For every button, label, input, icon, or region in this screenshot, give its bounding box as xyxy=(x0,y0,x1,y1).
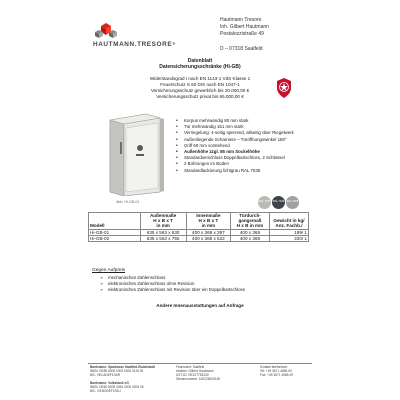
spec-table xyxy=(88,212,309,242)
cell-tuer: 400 x 368 xyxy=(231,235,270,241)
feature-item: • Außenhöhe zzgl. 85 mm Sockelhöhe xyxy=(174,149,294,155)
col-header-gewicht: Gewicht in kg/ Anz. Fachb./ xyxy=(269,213,308,230)
feature-item: • 2 Bohrungen im Boden xyxy=(174,161,294,167)
feature-item: • Tür mehrwandig 151 mm stark xyxy=(174,124,294,130)
image-caption: Abb. Hi-GB-01 xyxy=(116,200,140,204)
title-line-1: Datenblatt xyxy=(187,58,213,64)
col-header-tuer: Türdurch- gangsmaß H x B in mm xyxy=(231,213,270,230)
footer-tax-info xyxy=(176,365,220,381)
footer-contact-info xyxy=(260,365,293,377)
title-line-2: Datensicherungsschränke (Hi-GB) xyxy=(159,64,241,71)
footer-fax: Fax: +49 3671 4565-09 xyxy=(260,373,294,377)
other-configurations-note: Andere Innenausstattungen auf Anfrage xyxy=(156,303,244,308)
cell-innen: 400 x 368 x 522 xyxy=(186,235,230,241)
feature-item: • Griff 60 mm vorstehend xyxy=(174,143,294,149)
col-header-aussen: Außenmaße H x B x T in mm xyxy=(140,213,186,230)
footer-inhaber: Inhaber: Gilbert Hautmann xyxy=(176,369,214,373)
cell-tuer: 400 x 368 xyxy=(231,229,270,235)
cell-aussen: 635 x 563 x 755 xyxy=(140,235,186,241)
company-logo xyxy=(93,41,176,48)
feature-item: • Verriegelung: 4-seitig sperrend, allseitig über Riegelwerk xyxy=(174,130,294,136)
feature-list xyxy=(174,118,294,174)
footer-bank1-iban: IBAN: DE85 8305 0303 0000 0116 90 xyxy=(90,369,144,373)
footer-contact-label: Kontakt telefonisch: xyxy=(260,365,288,369)
footer-bank2-name: Bankname: Volksbank eG xyxy=(90,381,129,385)
safe-product-image xyxy=(106,112,164,196)
cell-gewicht: 220/ 1 xyxy=(269,235,308,241)
extras-heading: Gegen Aufpreis xyxy=(92,268,126,273)
logo-trademark: ® xyxy=(172,41,176,46)
cell-aussen: 635 x 563 x 630 xyxy=(140,229,186,235)
feature-item: • Außenliegende Scharniere – Türöffnungswinkel 180° xyxy=(174,137,294,143)
footer-divider xyxy=(88,363,312,364)
address-line-2: Inh. Gilbert Hautmann xyxy=(220,24,269,31)
color-swatch-label: RAL 7035 xyxy=(258,200,271,203)
rating-line-1: Widerstandsgrad I nach EN 1143-1 VdS Klasse 1 xyxy=(149,76,251,81)
rating-line-4: Versicherungsschutz privat bis 65.000,00 € xyxy=(156,94,244,99)
document-title xyxy=(0,58,400,70)
cell-modell: Hi-GB-02 xyxy=(89,235,141,241)
footer-bank1-bic: BIC: HELADEF1SAR xyxy=(90,373,121,377)
address-line-1: Hautmann Tresore xyxy=(220,17,262,23)
feature-item: • Standardverschluss Doppelbartschloss, 2 Schlüssel xyxy=(174,155,294,161)
logo-text: HAUTMANN.TRESORE xyxy=(93,41,173,48)
address-line-3: Pestalozzistraße 49 xyxy=(220,31,264,38)
footer-phone: Tel: +49 3671 4565-00 xyxy=(260,369,292,373)
certification-badge-icon xyxy=(276,78,292,98)
footer-bank1-name: Bankname: Sparkasse Saalfeld-Rudolstadt xyxy=(90,365,155,369)
table-row xyxy=(89,235,309,241)
footer-bank2-iban: IBAN: DE69 8209 4054 0000 0205 06 xyxy=(90,385,144,389)
extras-item: ➢ elektronisches Zahlenschloss ohne Revision xyxy=(100,281,245,287)
extras-item: ➢ mechanisches Zahlenschloss xyxy=(100,275,245,281)
color-swatch-label: RAL 9006 xyxy=(286,200,299,203)
footer-bank-info xyxy=(90,365,155,393)
col-header-innen: Innenmaße H x B x T in mm xyxy=(186,213,230,230)
cell-modell: Hi-GB-01 xyxy=(89,229,141,235)
address-line-4: D – 07318 Saalfeld xyxy=(220,45,263,52)
logo-cubes-icon xyxy=(93,20,121,42)
table-header-row xyxy=(89,213,309,230)
footer-steuernummer: Steuernummer: 162/236/00160 xyxy=(176,377,221,381)
rating-line-3: Versicherungsschutz gewerblich bis 20.000,00 € xyxy=(150,88,250,93)
cell-innen: 400 x 368 x 397 xyxy=(186,229,230,235)
footer-bank2-bic: BIC: GENODEF1RUJ xyxy=(90,389,121,393)
extras-list xyxy=(100,275,245,294)
extras-item: ➢ elektronisches Zahlenschloss mit Revision über ein Doppelbartschloss xyxy=(100,287,245,293)
security-ratings xyxy=(0,76,400,100)
company-address xyxy=(220,17,269,53)
col-header-modell: Modell xyxy=(89,213,141,230)
feature-item: • Korpus mehrwandig 80 mm stark xyxy=(174,118,294,124)
rating-line-2: Feuerschutz S 60 DIS nach EN 1047-1 xyxy=(160,82,240,87)
footer-finanzamt: Finanzamt: Saalfeld xyxy=(176,365,205,369)
feature-item: • Standardlackierung lichtgrau RAL 7035 xyxy=(174,168,294,174)
footer-ust-id: UST-ID: DE227753430 xyxy=(176,373,209,377)
color-swatch-label: RAL 7016 xyxy=(272,200,285,203)
cell-gewicht: 199/ 1 xyxy=(269,229,308,235)
